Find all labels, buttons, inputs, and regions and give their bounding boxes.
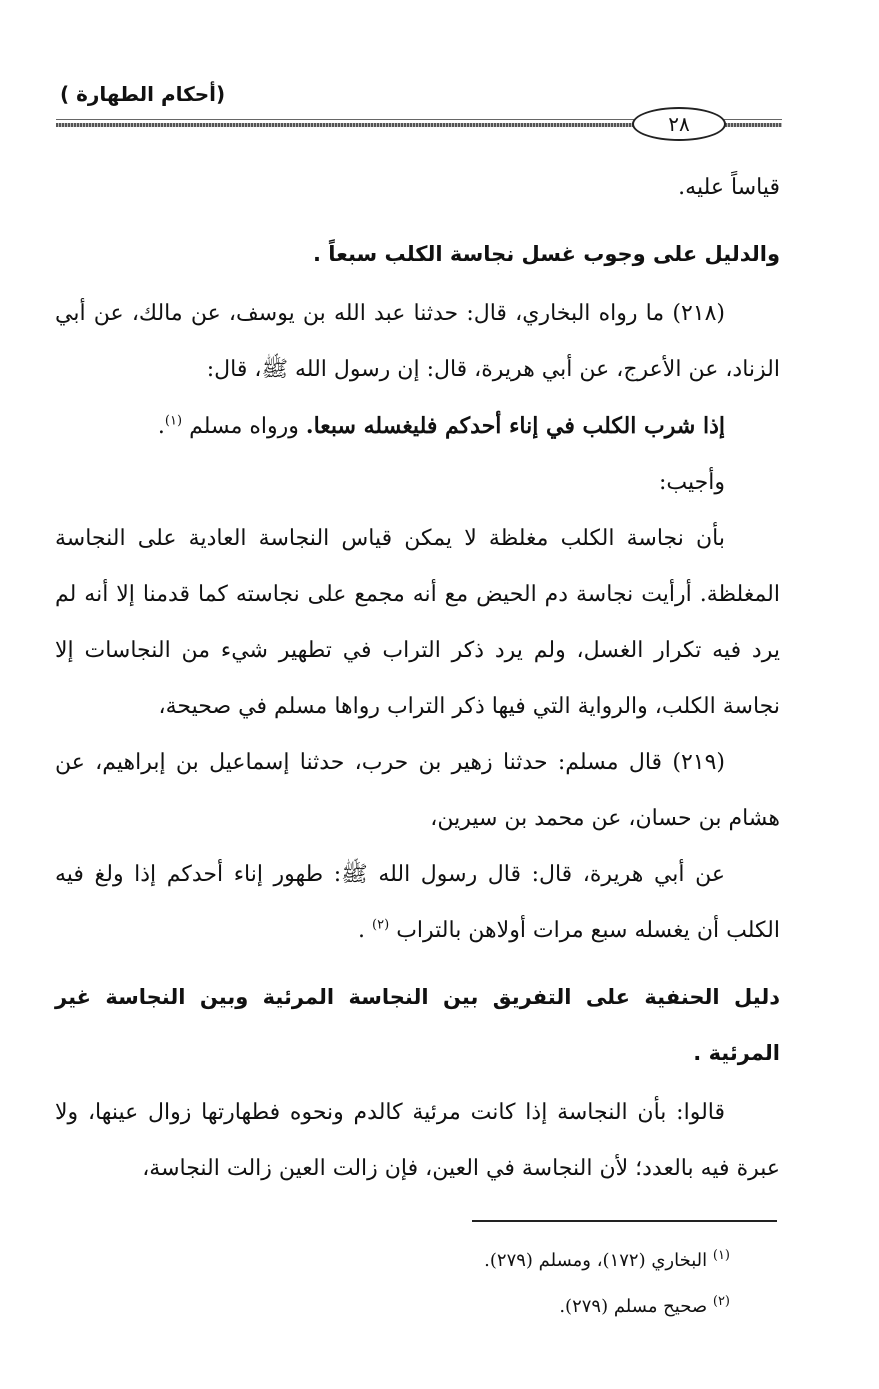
paragraph-argument: بأن نجاسة الكلب مغلظة لا يمكن قياس النجاسة العادية على النجاسة المغلظة. أرأيت نجاسة دم الحيض مع أنه مجمع على نجاسته كما قدمنا إلا أنه لم يرد فيه تكرار الغسل، ولم يرد ذكر التراب في تطهير شيء من النجاسات إلا نجاسة الكلب، والرواية التي فيها ذكر التراب رواها مسلم في صحيحة، <box>55 526 780 719</box>
hadith-quote: إذا شرب الكلب في إناء أحدكم فليغسله سبعا. <box>305 413 725 439</box>
footnote-rule <box>472 1220 777 1222</box>
footnote-1 <box>300 1238 730 1284</box>
hadith-219-text: عن أبي هريرة، قال: قال رسول الله ﷺ: طهور إناء أحدكم إذا ولغ فيه الكلب أن يغسله سبع مرات أولاهن بالتراب <box>55 862 780 943</box>
section-heading-1: والدليل على وجوب غسل نجاسة الكلب سبعاً . <box>312 242 780 266</box>
footnote-1-number: (١) <box>712 1248 730 1263</box>
paragraph-hadith-218: (٢١٨) ما رواه البخاري، قال: حدثنا عبد الله بن يوسف، عن مالك، عن أبي الزناد، عن الأعرج، عن أبي هريرة، قال: إن رسول الله ﷺ، قال: <box>55 301 780 382</box>
footnote-2-text: صحيح مسلم (٢٧٩). <box>559 1296 713 1317</box>
hadith-end: . <box>157 414 165 439</box>
footnote-ref-1[interactable]: (١) <box>164 413 183 429</box>
footnotes <box>300 1238 730 1330</box>
page-body <box>55 160 780 1197</box>
running-header-title: (أحكام الطهارة ) <box>60 82 226 106</box>
paragraph-hanafi: قالوا: بأن النجاسة إذا كانت مرئية كالدم ونحوه فطهارتها زوال عينها، ولا عبرة فيه بالعدد؛ لأن النجاسة في العين، فإن زالت العين زالت النجاسة، <box>55 1100 780 1181</box>
hadith-219-end: . <box>358 918 373 943</box>
section-heading-2: دليل الحنفية على التفريق بين النجاسة المرئية وبين النجاسة غير المرئية . <box>55 985 780 1065</box>
paragraph-answer: وأجيب: <box>659 470 725 495</box>
footnote-2-number: (٢) <box>712 1294 730 1309</box>
paragraph-hadith-219-text <box>55 847 780 959</box>
footnote-ref-2[interactable]: (٢) <box>372 917 390 933</box>
paragraph-hadith-text <box>55 398 780 455</box>
footnote-1-text: البخاري (١٧٢)، ومسلم (٢٧٩). <box>484 1250 713 1271</box>
paragraph-1: قياساً عليه. <box>678 175 780 200</box>
hadith-source: ورواه مسلم <box>189 414 306 439</box>
page-number: ٢٨ <box>632 107 726 141</box>
paragraph-hadith-219: (٢١٩) قال مسلم: حدثنا زهير بن حرب، حدثنا إسماعيل بن إبراهيم، عن هشام بن حسان، عن محمد بن سيرين، <box>55 750 780 831</box>
footnote-2 <box>300 1284 730 1330</box>
